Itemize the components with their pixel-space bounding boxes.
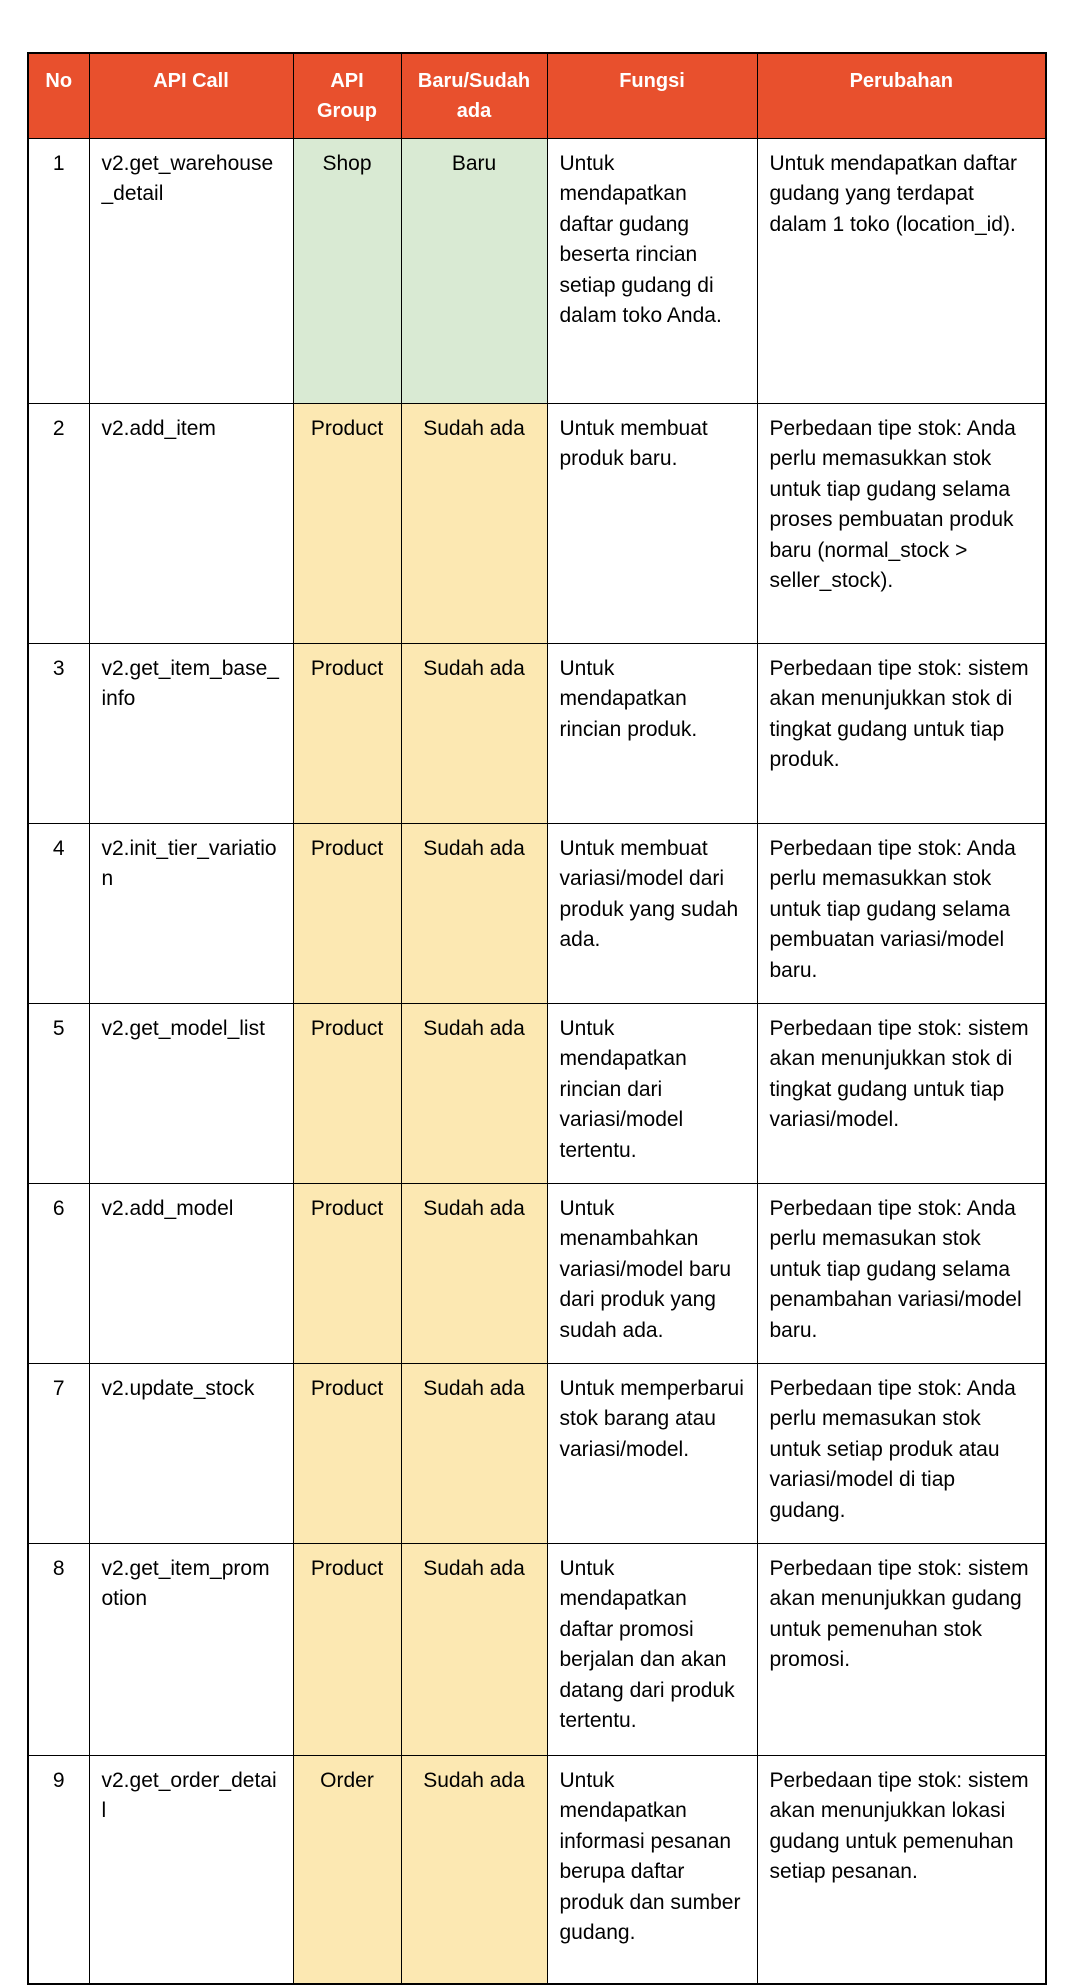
cell-no: 9 xyxy=(28,1756,89,1984)
cell-api-call: v2.get_model_list xyxy=(89,1004,293,1184)
cell-fungsi: Untuk mendapatkan informasi pesanan berupa daftar produk dan sumber gudang. xyxy=(547,1756,757,1984)
cell-fungsi: Untuk memperbarui stok barang atau variasi/model. xyxy=(547,1364,757,1544)
table-row xyxy=(28,1756,1046,1984)
table-row xyxy=(28,644,1046,824)
cell-perubahan: Perbedaan tipe stok: Anda perlu memasukan stok untuk setiap produk atau variasi/model di tiap gudang. xyxy=(757,1364,1046,1544)
cell-api-group: Product xyxy=(293,1364,401,1544)
table-header-row xyxy=(28,53,1046,139)
column-header-api_group: API Group xyxy=(293,53,401,139)
cell-perubahan: Perbedaan tipe stok: sistem akan menunjukkan lokasi gudang untuk pemenuhan setiap pesanan. xyxy=(757,1756,1046,1984)
cell-fungsi: Untuk mendapatkan daftar promosi berjalan dan akan datang dari produk tertentu. xyxy=(547,1544,757,1756)
cell-api-call: v2.get_order_detail xyxy=(89,1756,293,1984)
cell-status: Sudah ada xyxy=(401,1004,547,1184)
cell-api-group: Product xyxy=(293,1004,401,1184)
cell-perubahan: Perbedaan tipe stok: sistem akan menunjukkan stok di tingkat gudang untuk tiap variasi/model. xyxy=(757,1004,1046,1184)
cell-api-call: v2.get_item_base_info xyxy=(89,644,293,824)
cell-no: 2 xyxy=(28,404,89,644)
cell-api-group: Product xyxy=(293,404,401,644)
table-row xyxy=(28,1544,1046,1756)
column-header-status: Baru/Sudah ada xyxy=(401,53,547,139)
cell-api-group: Product xyxy=(293,1184,401,1364)
table-row xyxy=(28,1364,1046,1544)
cell-api-group: Shop xyxy=(293,139,401,404)
cell-fungsi: Untuk mendapatkan rincian produk. xyxy=(547,644,757,824)
table-row xyxy=(28,824,1046,1004)
cell-fungsi: Untuk membuat produk baru. xyxy=(547,404,757,644)
cell-api-group: Product xyxy=(293,824,401,1004)
cell-no: 8 xyxy=(28,1544,89,1756)
cell-api-call: v2.get_warehouse_detail xyxy=(89,139,293,404)
cell-fungsi: Untuk mendapatkan daftar gudang beserta rincian setiap gudang di dalam toko Anda. xyxy=(547,139,757,404)
cell-api-call: v2.get_item_promotion xyxy=(89,1544,293,1756)
cell-api-group: Product xyxy=(293,644,401,824)
cell-perubahan: Perbedaan tipe stok: sistem akan menunjukkan gudang untuk pemenuhan stok promosi. xyxy=(757,1544,1046,1756)
cell-perubahan: Untuk mendapatkan daftar gudang yang terdapat dalam 1 toko (location_id). xyxy=(757,139,1046,404)
table-row xyxy=(28,139,1046,404)
cell-perubahan: Perbedaan tipe stok: Anda perlu memasukkan stok untuk tiap gudang selama pembuatan variasi/model baru. xyxy=(757,824,1046,1004)
cell-api-call: v2.add_item xyxy=(89,404,293,644)
cell-api-call: v2.init_tier_variation xyxy=(89,824,293,1004)
cell-no: 6 xyxy=(28,1184,89,1364)
api-comparison-table xyxy=(27,52,1047,1985)
cell-status: Sudah ada xyxy=(401,824,547,1004)
table-row xyxy=(28,1184,1046,1364)
cell-no: 1 xyxy=(28,139,89,404)
cell-api-group: Order xyxy=(293,1756,401,1984)
column-header-no: No xyxy=(28,53,89,139)
cell-fungsi: Untuk menambahkan variasi/model baru dari produk yang sudah ada. xyxy=(547,1184,757,1364)
cell-fungsi: Untuk membuat variasi/model dari produk yang sudah ada. xyxy=(547,824,757,1004)
table-row xyxy=(28,1004,1046,1184)
cell-status: Sudah ada xyxy=(401,404,547,644)
cell-no: 3 xyxy=(28,644,89,824)
column-header-api_call: API Call xyxy=(89,53,293,139)
cell-status: Sudah ada xyxy=(401,1544,547,1756)
cell-api-group: Product xyxy=(293,1544,401,1756)
cell-status: Baru xyxy=(401,139,547,404)
cell-api-call: v2.add_model xyxy=(89,1184,293,1364)
column-header-perubahan: Perubahan xyxy=(757,53,1046,139)
cell-no: 5 xyxy=(28,1004,89,1184)
cell-status: Sudah ada xyxy=(401,644,547,824)
cell-api-call: v2.update_stock xyxy=(89,1364,293,1544)
cell-no: 4 xyxy=(28,824,89,1004)
cell-fungsi: Untuk mendapatkan rincian dari variasi/model tertentu. xyxy=(547,1004,757,1184)
table-row xyxy=(28,404,1046,644)
cell-perubahan: Perbedaan tipe stok: Anda perlu memasukkan stok untuk tiap gudang selama proses pembuatan produk baru (normal_stock > seller_stock). xyxy=(757,404,1046,644)
cell-status: Sudah ada xyxy=(401,1756,547,1984)
cell-perubahan: Perbedaan tipe stok: Anda perlu memasukan stok untuk tiap gudang selama penambahan variasi/model baru. xyxy=(757,1184,1046,1364)
cell-status: Sudah ada xyxy=(401,1364,547,1544)
column-header-fungsi: Fungsi xyxy=(547,53,757,139)
cell-perubahan: Perbedaan tipe stok: sistem akan menunjukkan stok di tingkat gudang untuk tiap produk. xyxy=(757,644,1046,824)
table-body xyxy=(28,139,1046,1984)
cell-status: Sudah ada xyxy=(401,1184,547,1364)
cell-no: 7 xyxy=(28,1364,89,1544)
